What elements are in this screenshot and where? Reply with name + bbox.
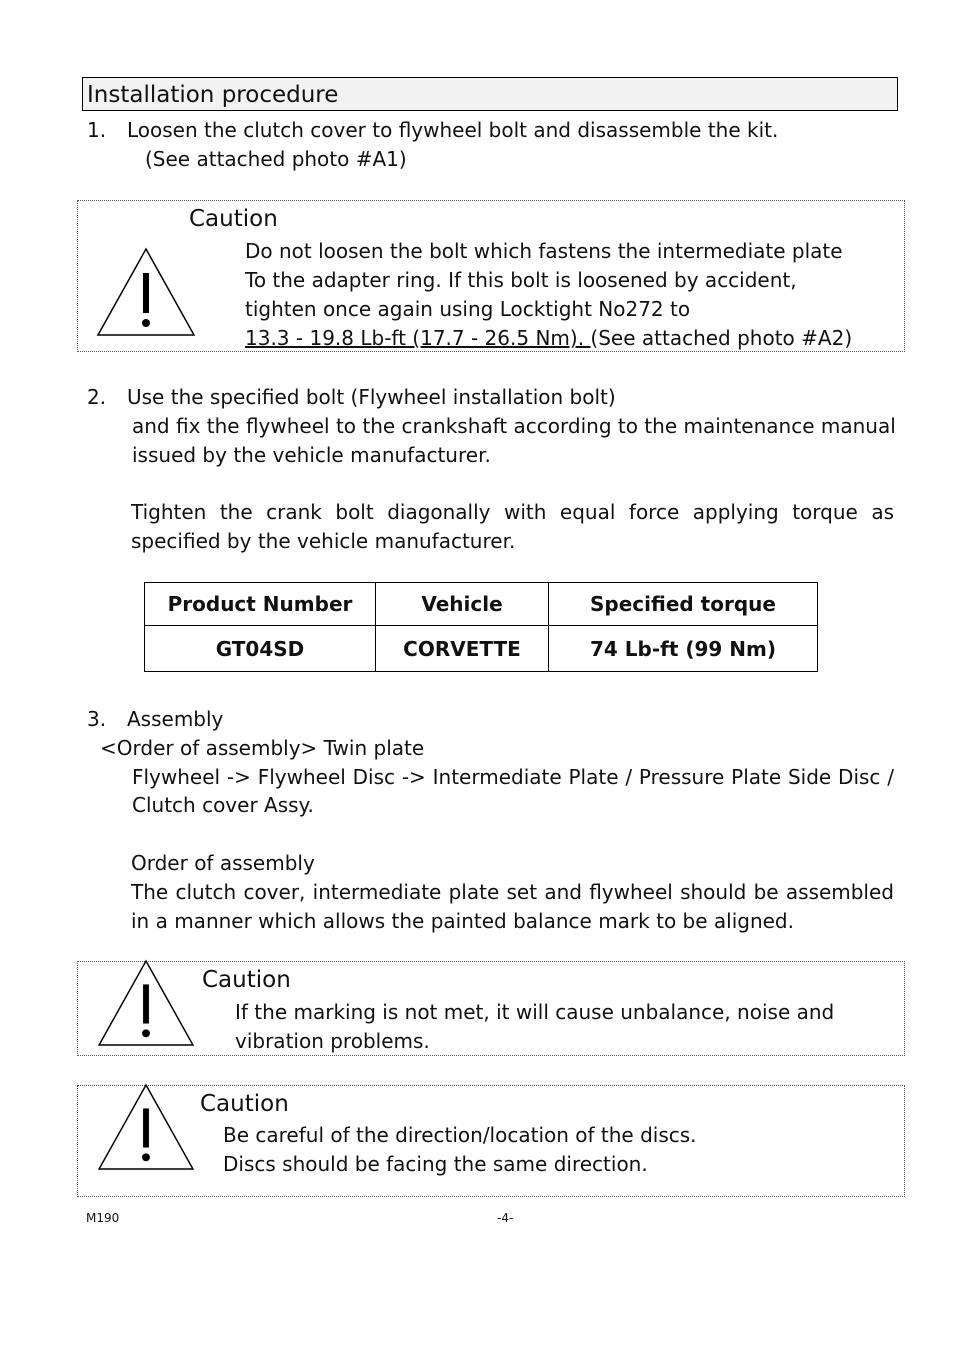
caution1-torque-line bbox=[245, 328, 852, 348]
table-row bbox=[145, 626, 818, 672]
table-header-cell: Product Number bbox=[145, 583, 376, 626]
spec-table bbox=[144, 582, 818, 672]
step1-text: Loosen the clutch cover to flywheel bolt and disassemble the kit. bbox=[127, 118, 779, 142]
step3-order-line1: Flywheel -> Flywheel Disc -> Intermediate Plate / Pressure Plate Side Disc / bbox=[132, 765, 894, 789]
caution1-line: Do not loosen the bolt which fastens the intermediate plate bbox=[245, 239, 843, 263]
caution3-line: Be careful of the direction/location of the discs. bbox=[223, 1123, 697, 1147]
warning-triangle-icon bbox=[97, 959, 195, 1047]
table-cell: CORVETTE bbox=[376, 626, 549, 672]
step3-order-title: <Order of assembly> Twin plate bbox=[100, 736, 425, 760]
step2-number: 2. bbox=[87, 385, 107, 409]
footer-doc-code: M190 bbox=[86, 1211, 120, 1225]
step3-order-line2: Clutch cover Assy. bbox=[132, 793, 314, 817]
caution2-line: vibration problems. bbox=[235, 1029, 430, 1053]
step3-order-para1: The clutch cover, intermediate plate set and flywheel should be assembled bbox=[131, 880, 894, 904]
caution3-title: Caution bbox=[200, 1091, 289, 1117]
table-cell: GT04SD bbox=[145, 626, 376, 672]
caution-box-3 bbox=[77, 1085, 905, 1197]
caution1-line: tighten once again using Locktight No272 to bbox=[245, 297, 691, 321]
caution1-line: To the adapter ring. If this bolt is loosened by accident, bbox=[245, 268, 797, 292]
step1-number: 1. bbox=[87, 118, 107, 142]
table-header-row bbox=[145, 583, 818, 626]
step3-text: Assembly bbox=[127, 707, 224, 731]
step3-order-heading: Order of assembly bbox=[131, 851, 315, 875]
table-cell: 74 Lb-ft (99 Nm) bbox=[549, 626, 818, 672]
caution1-torque-value: 13.3 - 19.8 Lb-ft (17.7 - 26.5 Nm). bbox=[245, 326, 591, 350]
caution2-title: Caution bbox=[202, 967, 291, 993]
table-header-cell: Vehicle bbox=[376, 583, 549, 626]
section-title: Installation procedure bbox=[87, 82, 339, 108]
step3-number: 3. bbox=[87, 707, 107, 731]
step2-text: Use the specified bolt (Flywheel installation bolt) bbox=[127, 385, 616, 409]
caution1-title: Caution bbox=[189, 206, 278, 232]
step2-line3: issued by the vehicle manufacturer. bbox=[132, 443, 491, 467]
step3-order-para2: in a manner which allows the painted balance mark to be aligned. bbox=[131, 909, 794, 933]
caution3-line: Discs should be facing the same direction. bbox=[223, 1152, 648, 1176]
caution-box-1 bbox=[77, 200, 905, 352]
footer-page-number: -4- bbox=[497, 1211, 514, 1225]
caution2-line: If the marking is not met, it will cause unbalance, noise and bbox=[235, 1000, 835, 1024]
step2-para2-line1: Tighten the crank bolt diagonally with equal force applying torque as bbox=[131, 500, 894, 524]
caution1-photo-ref: (See attached photo #A2) bbox=[590, 326, 853, 350]
table-header-cell: Specified torque bbox=[549, 583, 818, 626]
step2-line2: and fix the flywheel to the crankshaft according to the maintenance manual bbox=[132, 414, 896, 438]
section-header bbox=[82, 77, 898, 111]
caution-box-2 bbox=[77, 961, 905, 1056]
warning-triangle-icon bbox=[96, 247, 196, 337]
step1-photo-note: (See attached photo #A1) bbox=[145, 147, 407, 171]
step2-para2-line2: specified by the vehicle manufacturer. bbox=[131, 529, 516, 553]
warning-triangle-icon bbox=[97, 1083, 195, 1171]
